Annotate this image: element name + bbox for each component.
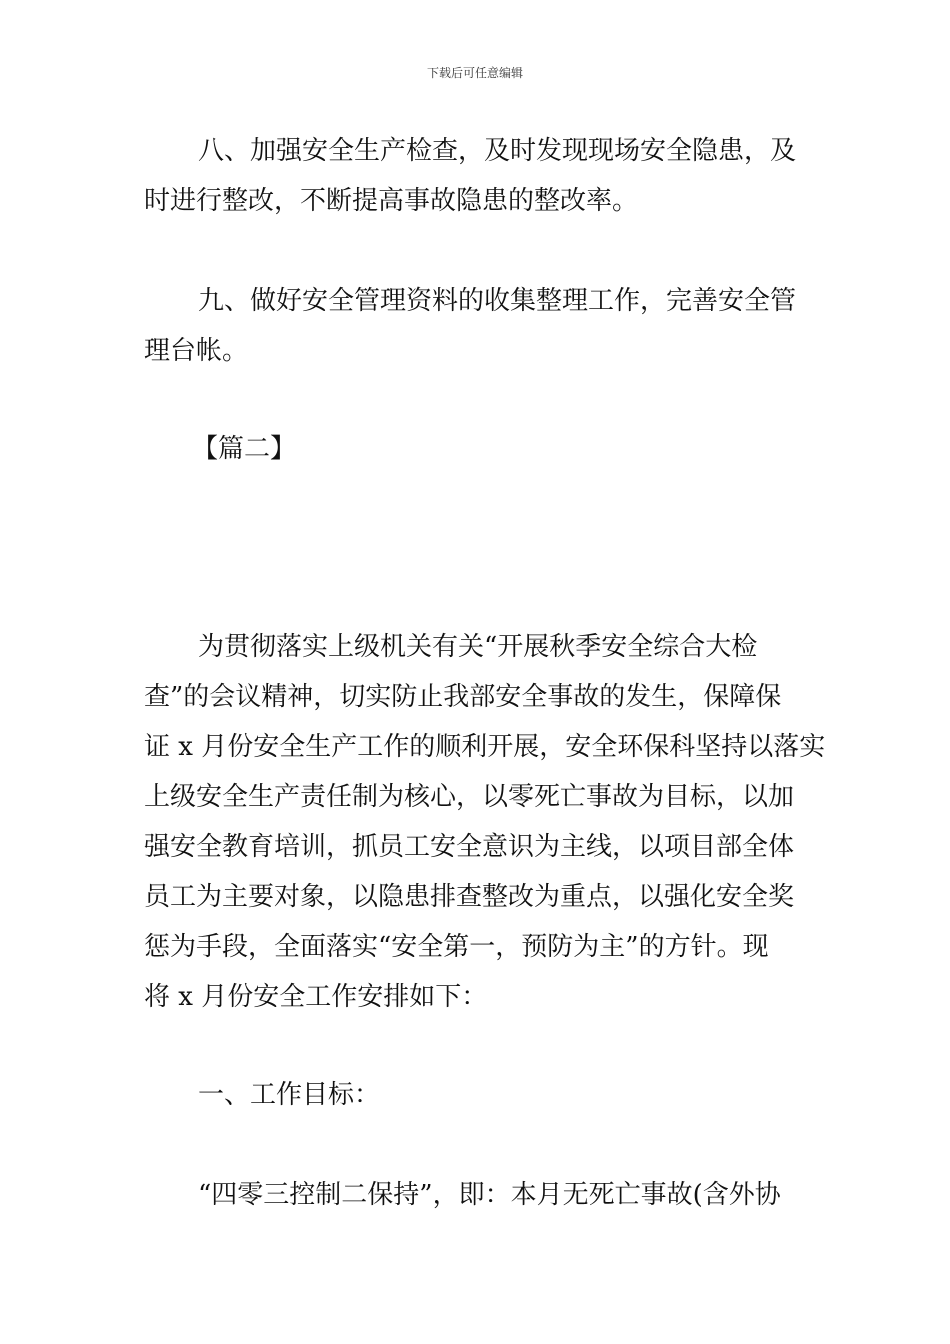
intro-paragraph — [144, 622, 826, 1022]
text-line: 上级安全生产责任制为核心，以零死亡事故为目标，以加 — [144, 782, 795, 812]
section-heading-text: 【篇二】 — [192, 434, 297, 464]
text-line: “四零三控制二保持”，即：本月无死亡事故(含外协 — [198, 1180, 781, 1210]
section-heading — [144, 424, 808, 474]
page-header: 下载后可任意编辑 — [426, 66, 523, 80]
text-line: 惩为手段，全面落实“安全第一，预防为主”的方针。现 — [144, 932, 769, 962]
text-line: 一、工作目标： — [198, 1080, 381, 1110]
text-line: 强安全教育培训，抓员工安全意识为主线，以项目部全体 — [144, 832, 795, 862]
text-line: 时进行整改，不断提高事故隐患的整改率。 — [144, 186, 639, 216]
paragraph-eight — [144, 126, 808, 226]
text-line: 为贯彻落实上级机关有关“开展秋季安全综合大检 — [198, 632, 758, 662]
text-line: 员工为主要对象，以隐患排查整改为重点，以强化安全奖 — [144, 882, 795, 912]
text-line: 理台帐。 — [144, 336, 249, 366]
text-line: 查”的会议精神，切实防止我部安全事故的发生，保障保 — [144, 682, 782, 712]
goals-paragraph — [144, 1170, 808, 1220]
text-line: 将 x 月份安全工作安排如下： — [144, 982, 488, 1012]
text-line: 证 x 月份安全生产工作的顺利开展，安全环保科坚持以落实 — [144, 732, 826, 762]
text-line: 九、做好安全管理资料的收集整理工作，完善安全管 — [198, 286, 797, 316]
work-goals-heading — [144, 1070, 808, 1120]
text-line: 八、加强安全生产检查，及时发现现场安全隐患，及 — [198, 136, 797, 166]
paragraph-nine — [144, 276, 808, 376]
